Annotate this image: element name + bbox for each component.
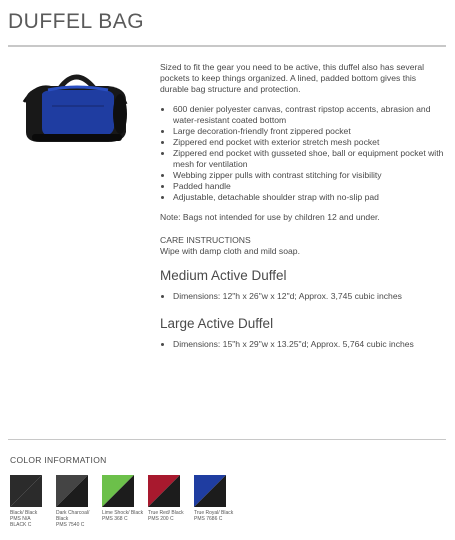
swatch-pms: PMS 7686 C bbox=[194, 516, 223, 522]
swatch-name: Lime Shock/ Black bbox=[102, 510, 144, 516]
color-swatch[interactable] bbox=[56, 475, 101, 528]
list-item: • Padded handle bbox=[173, 181, 447, 192]
swatch-chip bbox=[56, 475, 88, 507]
swatch-pms: PMS 368 C bbox=[102, 516, 128, 522]
swatch-chip bbox=[148, 475, 180, 507]
product-description bbox=[160, 62, 447, 364]
product-image bbox=[18, 62, 132, 154]
swatch-name: True Royal/ Black bbox=[194, 510, 234, 516]
size-list-medium bbox=[160, 291, 447, 302]
care-text: Wipe with damp cloth and mild soap. bbox=[160, 246, 300, 256]
feature-list bbox=[160, 104, 447, 203]
swatch-chip bbox=[102, 475, 134, 507]
swatch-pms: PMS 200 C bbox=[148, 516, 174, 522]
color-swatches bbox=[10, 475, 240, 528]
size-list-large bbox=[160, 339, 447, 350]
list-item: • Zippered end pocket with exterior stretch mesh pocket bbox=[173, 137, 447, 148]
usage-note: Note: Bags not intended for use by children 12 and under. bbox=[160, 212, 380, 222]
title-divider bbox=[8, 45, 446, 47]
list-item: • Webbing zipper pulls with contrast stitching for visibility bbox=[173, 170, 447, 181]
color-swatch[interactable] bbox=[148, 475, 193, 528]
color-swatch[interactable] bbox=[194, 475, 239, 528]
list-item: • Zippered end pocket with gusseted shoe, ball or equipment pocket with mesh for ventilation bbox=[173, 148, 447, 170]
care-heading: CARE INSTRUCTIONS bbox=[160, 235, 251, 245]
swatch-pms: PMS 7540 C bbox=[56, 522, 85, 528]
swatch-chip bbox=[194, 475, 226, 507]
color-swatch[interactable] bbox=[102, 475, 147, 528]
section-divider bbox=[8, 439, 446, 440]
list-item: • Adjustable, detachable shoulder strap with no-slip pad bbox=[173, 192, 447, 203]
color-swatch[interactable] bbox=[10, 475, 55, 528]
swatch-name: True Red/ Black bbox=[148, 510, 184, 516]
swatch-name: Dark Charcoal/ Black bbox=[56, 510, 90, 522]
swatch-chip bbox=[10, 475, 42, 507]
color-heading: COLOR INFORMATION bbox=[10, 455, 107, 465]
swatch-pms: PMS N/A bbox=[10, 516, 31, 522]
page-title: DUFFEL BAG bbox=[8, 10, 145, 33]
swatch-name: Black/ Black bbox=[10, 510, 38, 516]
size-heading-large: Large Active Duffel bbox=[160, 316, 274, 331]
list-item: • Large decoration-friendly front zippered pocket bbox=[173, 126, 447, 137]
swatch-pms: BLACK C bbox=[10, 522, 32, 528]
list-item: • 600 denier polyester canvas, contrast ripstop accents, abrasion and water-resistant coated bottom bbox=[173, 104, 447, 126]
product-intro: Sized to fit the gear you need to be active, this duffel also has several pockets to keep things organized. A lined, padded bottom gives this durable bag structure and protection. bbox=[160, 62, 425, 94]
list-item: • Dimensions: 12"h x 26"w x 12"d; Approx. 3,745 cubic inches bbox=[173, 291, 447, 302]
size-heading-medium: Medium Active Duffel bbox=[160, 268, 287, 283]
list-item: • Dimensions: 15"h x 29"w x 13.25"d; Approx. 5,764 cubic inches bbox=[173, 339, 447, 350]
